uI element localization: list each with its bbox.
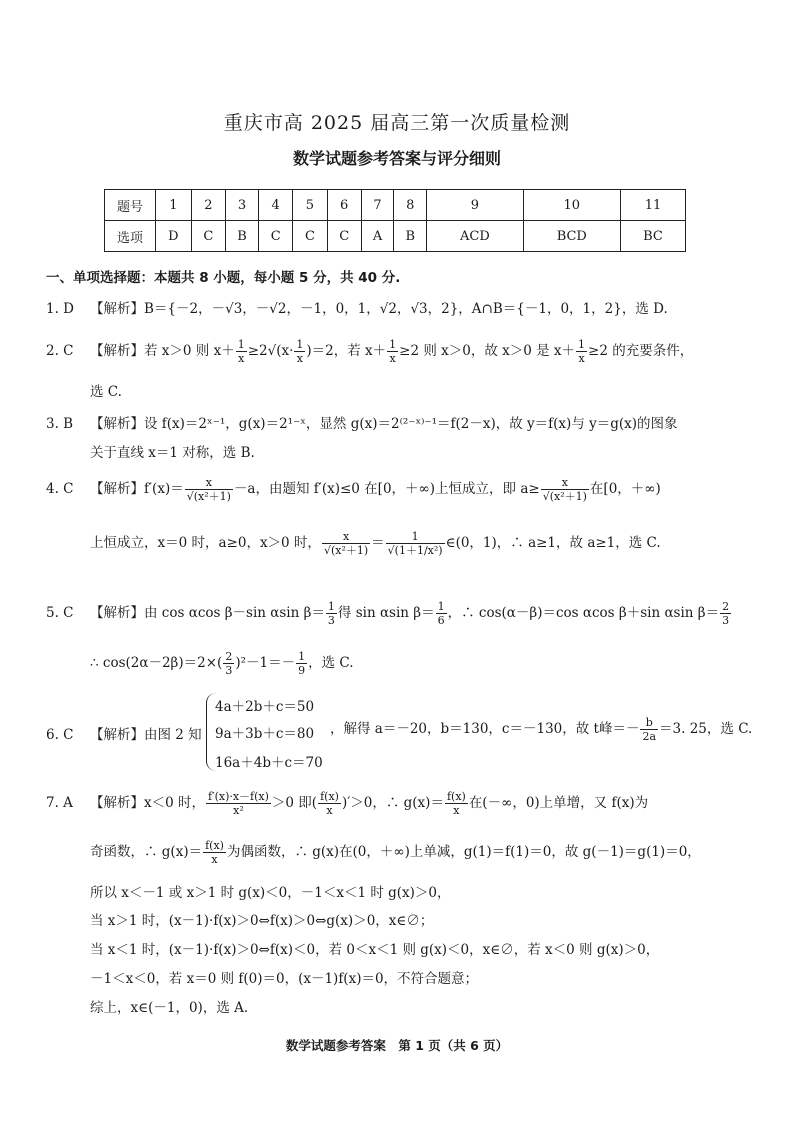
solution-text: ≥2 的充要条件， <box>588 343 694 359</box>
table-cell: B <box>226 221 259 252</box>
table-cell: 2 <box>191 190 225 221</box>
table-cell: 8 <box>394 190 427 221</box>
fraction: $\frac{1}{6}$ <box>437 600 445 627</box>
solution-text: 在(－∞，0)上单增，又 f(x)为 <box>468 795 649 811</box>
table-cell: A <box>361 221 393 252</box>
table-cell: C <box>259 221 293 252</box>
solution-text: ≥2 则 x＞0，故 x＞0 是 x＋ <box>399 343 576 359</box>
fraction: $\frac{1}{3}$ <box>327 600 335 627</box>
table-cell: 10 <box>523 190 620 221</box>
solution-text: ，解得 a＝－20，b＝130，c＝－130，故 t峰＝－ <box>330 721 640 737</box>
solution-text: 【解析】若 x＞0 则 x＋ <box>90 343 235 359</box>
fraction: $\frac{x}{\text{√(x²＋1)}}$ <box>542 476 587 503</box>
solution-text: ∈(0，1)，∴ a≥1，故 a≥1，选 C. <box>445 535 661 551</box>
table-cell: 9 <box>427 190 523 221</box>
table-cell: BCD <box>523 221 620 252</box>
solution-text: ，选 C. <box>308 655 354 671</box>
solution-text: 关于直线 x＝1 对称，选 B. <box>90 445 255 461</box>
table-cell: 4 <box>259 190 293 221</box>
solution-line <box>330 716 752 743</box>
question-number: 7. A <box>46 795 73 811</box>
page-subtitle: 数学试题参考答案与评分细则 <box>292 149 501 168</box>
question-number: 5. C <box>46 605 74 621</box>
solution-text: ＞0 即( <box>271 795 318 811</box>
question-number: 4. C <box>46 481 74 497</box>
fraction: $\frac{1}{x}$ <box>578 338 586 365</box>
question-3 <box>46 412 678 432</box>
solution-text: 【解析】由图 2 知 <box>90 727 202 743</box>
table-cell: 7 <box>361 190 393 221</box>
solution-text: 【解析】设 f(x)＝2ˣ⁻¹，g(x)＝2¹⁻ˣ，显然 g(x)＝2⁽²⁻ˣ⁾⁻¹＝f(2－x)，故 y＝f(x)与 y＝g(x)的图象 <box>90 416 678 432</box>
solution-text: 【解析】x＜0 时， <box>90 795 205 811</box>
solution-text: 奇函数，∴ g(x)＝ <box>90 844 203 860</box>
equation-1: 4a＋2b＋c＝50 <box>215 699 315 715</box>
question-number: 6. C <box>46 727 74 743</box>
solution-text: 选 C. <box>90 384 122 400</box>
solution-text: 【解析】f′(x)＝ <box>90 481 184 497</box>
table-cell: C <box>191 221 225 252</box>
solution-text: )＝2，若 x＋ <box>306 343 387 359</box>
fraction: $\frac{f'(x)\cdot x-f(x)}{\text{x²}}$ <box>208 790 269 817</box>
table-cell: B <box>394 221 427 252</box>
table-cell: ACD <box>427 221 523 252</box>
fraction: $\frac{2}{3}$ <box>225 650 233 677</box>
solution-text: 【解析】B＝{－2，－√3，－√2，－1，0，1，√2，√3，2}，A∩B＝{－1，0，1，2}，选 D. <box>90 301 668 317</box>
fraction: $\frac{1}{9}$ <box>298 650 306 677</box>
table-cell: 1 <box>156 190 192 221</box>
question-2 <box>46 338 693 365</box>
table-cell: 5 <box>293 190 327 221</box>
question-6 <box>46 723 202 743</box>
fraction: $\frac{b}{2a}$ <box>642 716 657 743</box>
solution-text: 综上，x∈(－1，0)，选 A. <box>90 1000 249 1016</box>
solution-line <box>90 530 661 557</box>
solution-text: 当 x＞1 时，(x－1)·f(x)＞0⇔f(x)＞0⇔g(x)＞0，x∈∅； <box>90 913 434 929</box>
solution-text: 得 sin αsin β＝ <box>337 605 435 621</box>
table-cell: C <box>293 221 327 252</box>
solution-line <box>90 839 701 866</box>
question-1 <box>46 297 668 317</box>
solution-line <box>90 650 354 677</box>
answer-table-row-answers <box>105 221 686 252</box>
answer-table <box>104 189 686 252</box>
solution-text: )²－1＝－ <box>235 655 296 671</box>
table-cell: 11 <box>621 190 686 221</box>
question-7 <box>46 790 648 817</box>
section-heading: 一、单项选择题：本题共 8 小题，每小题 5 分，共 40 分. <box>46 270 401 286</box>
solution-text: 当 x＜1 时，(x－1)·f(x)＞0⇔f(x)＜0，若 0＜x＜1 则 g(x)＜0，x∈∅，若 x＜0 则 g(x)＞0， <box>90 942 660 958</box>
question-number: 1. D <box>46 301 74 317</box>
fraction: $\frac{f(x)}{x}$ <box>446 790 466 817</box>
equation-3: 16a＋4b＋c＝70 <box>215 755 323 771</box>
equation-system <box>206 693 327 771</box>
solution-text: －1＜x＜0，若 x＝0 则 f(0)＝0，(x－1)f(x)＝0，不符合题意； <box>90 971 479 987</box>
table-cell: C <box>327 221 361 252</box>
solution-text: ＝3. 25，选 C. <box>659 721 753 737</box>
fraction: $\frac{1}{\text{√(1＋1/x²)}}$ <box>387 530 443 557</box>
solution-text: 所以 x＜－1 或 x＞1 时 g(x)＜0，－1＜x＜1 时 g(x)＞0， <box>90 885 451 901</box>
solution-text: 在[0，＋∞) <box>589 481 661 497</box>
table-cell: 6 <box>327 190 361 221</box>
question-5 <box>46 600 732 627</box>
fraction: $\frac{2}{3}$ <box>722 600 730 627</box>
fraction: $\frac{x}{\text{√(x²＋1)}}$ <box>323 530 369 557</box>
page-title: 重庆市高 2025 届高三第一次质量检测 <box>223 112 571 134</box>
table-cell: BC <box>621 221 686 252</box>
solution-text: 为偶函数，∴ g(x)在(0，＋∞)上单减，g(1)＝f(1)＝0，故 g(－1)＝g(1)＝0， <box>226 844 701 860</box>
fraction: $\frac{f(x)}{x}$ <box>205 839 224 866</box>
fraction: $\frac{1}{x}$ <box>237 338 245 365</box>
row-label-answers: 选项 <box>105 221 156 252</box>
solution-text: )′＞0，∴ g(x)＝ <box>341 795 444 811</box>
solution-text: ≥2√(x· <box>247 343 294 359</box>
solution-text: ＝ <box>371 535 385 551</box>
solution-text: ，∴ cos(α－β)＝cos αcos β＋sin αsin β＝ <box>447 605 720 621</box>
table-cell: D <box>156 221 192 252</box>
answer-table-row-numbers <box>105 190 686 221</box>
fraction: $\frac{1}{x}$ <box>389 338 397 365</box>
question-number: 3. B <box>46 416 74 432</box>
fraction: $\frac{1}{x}$ <box>296 338 304 365</box>
fraction: $\frac{f(x)}{x}$ <box>320 790 339 817</box>
question-4 <box>46 476 661 503</box>
question-number: 2. C <box>46 343 74 359</box>
solution-text: ∴ cos(2α－2β)＝2×( <box>90 655 223 671</box>
row-label-numbers: 题号 <box>105 190 156 221</box>
solution-text: 【解析】由 cos αcos β－sin αsin β＝ <box>90 605 325 621</box>
solution-text: －a，由题知 f′(x)≤0 在[0，＋∞)上恒成立，即 a≥ <box>233 481 540 497</box>
solution-text: 上恒成立，x＝0 时，a≥0，x＞0 时， <box>90 535 321 551</box>
fraction: $\frac{x}{\text{√(x²＋1)}}$ <box>186 476 231 503</box>
equation-2: 9a＋3b＋c＝80 <box>215 726 315 742</box>
page-footer: 数学试题参考答案 第 1 页（共 6 页） <box>285 1038 509 1053</box>
table-cell: 3 <box>226 190 259 221</box>
